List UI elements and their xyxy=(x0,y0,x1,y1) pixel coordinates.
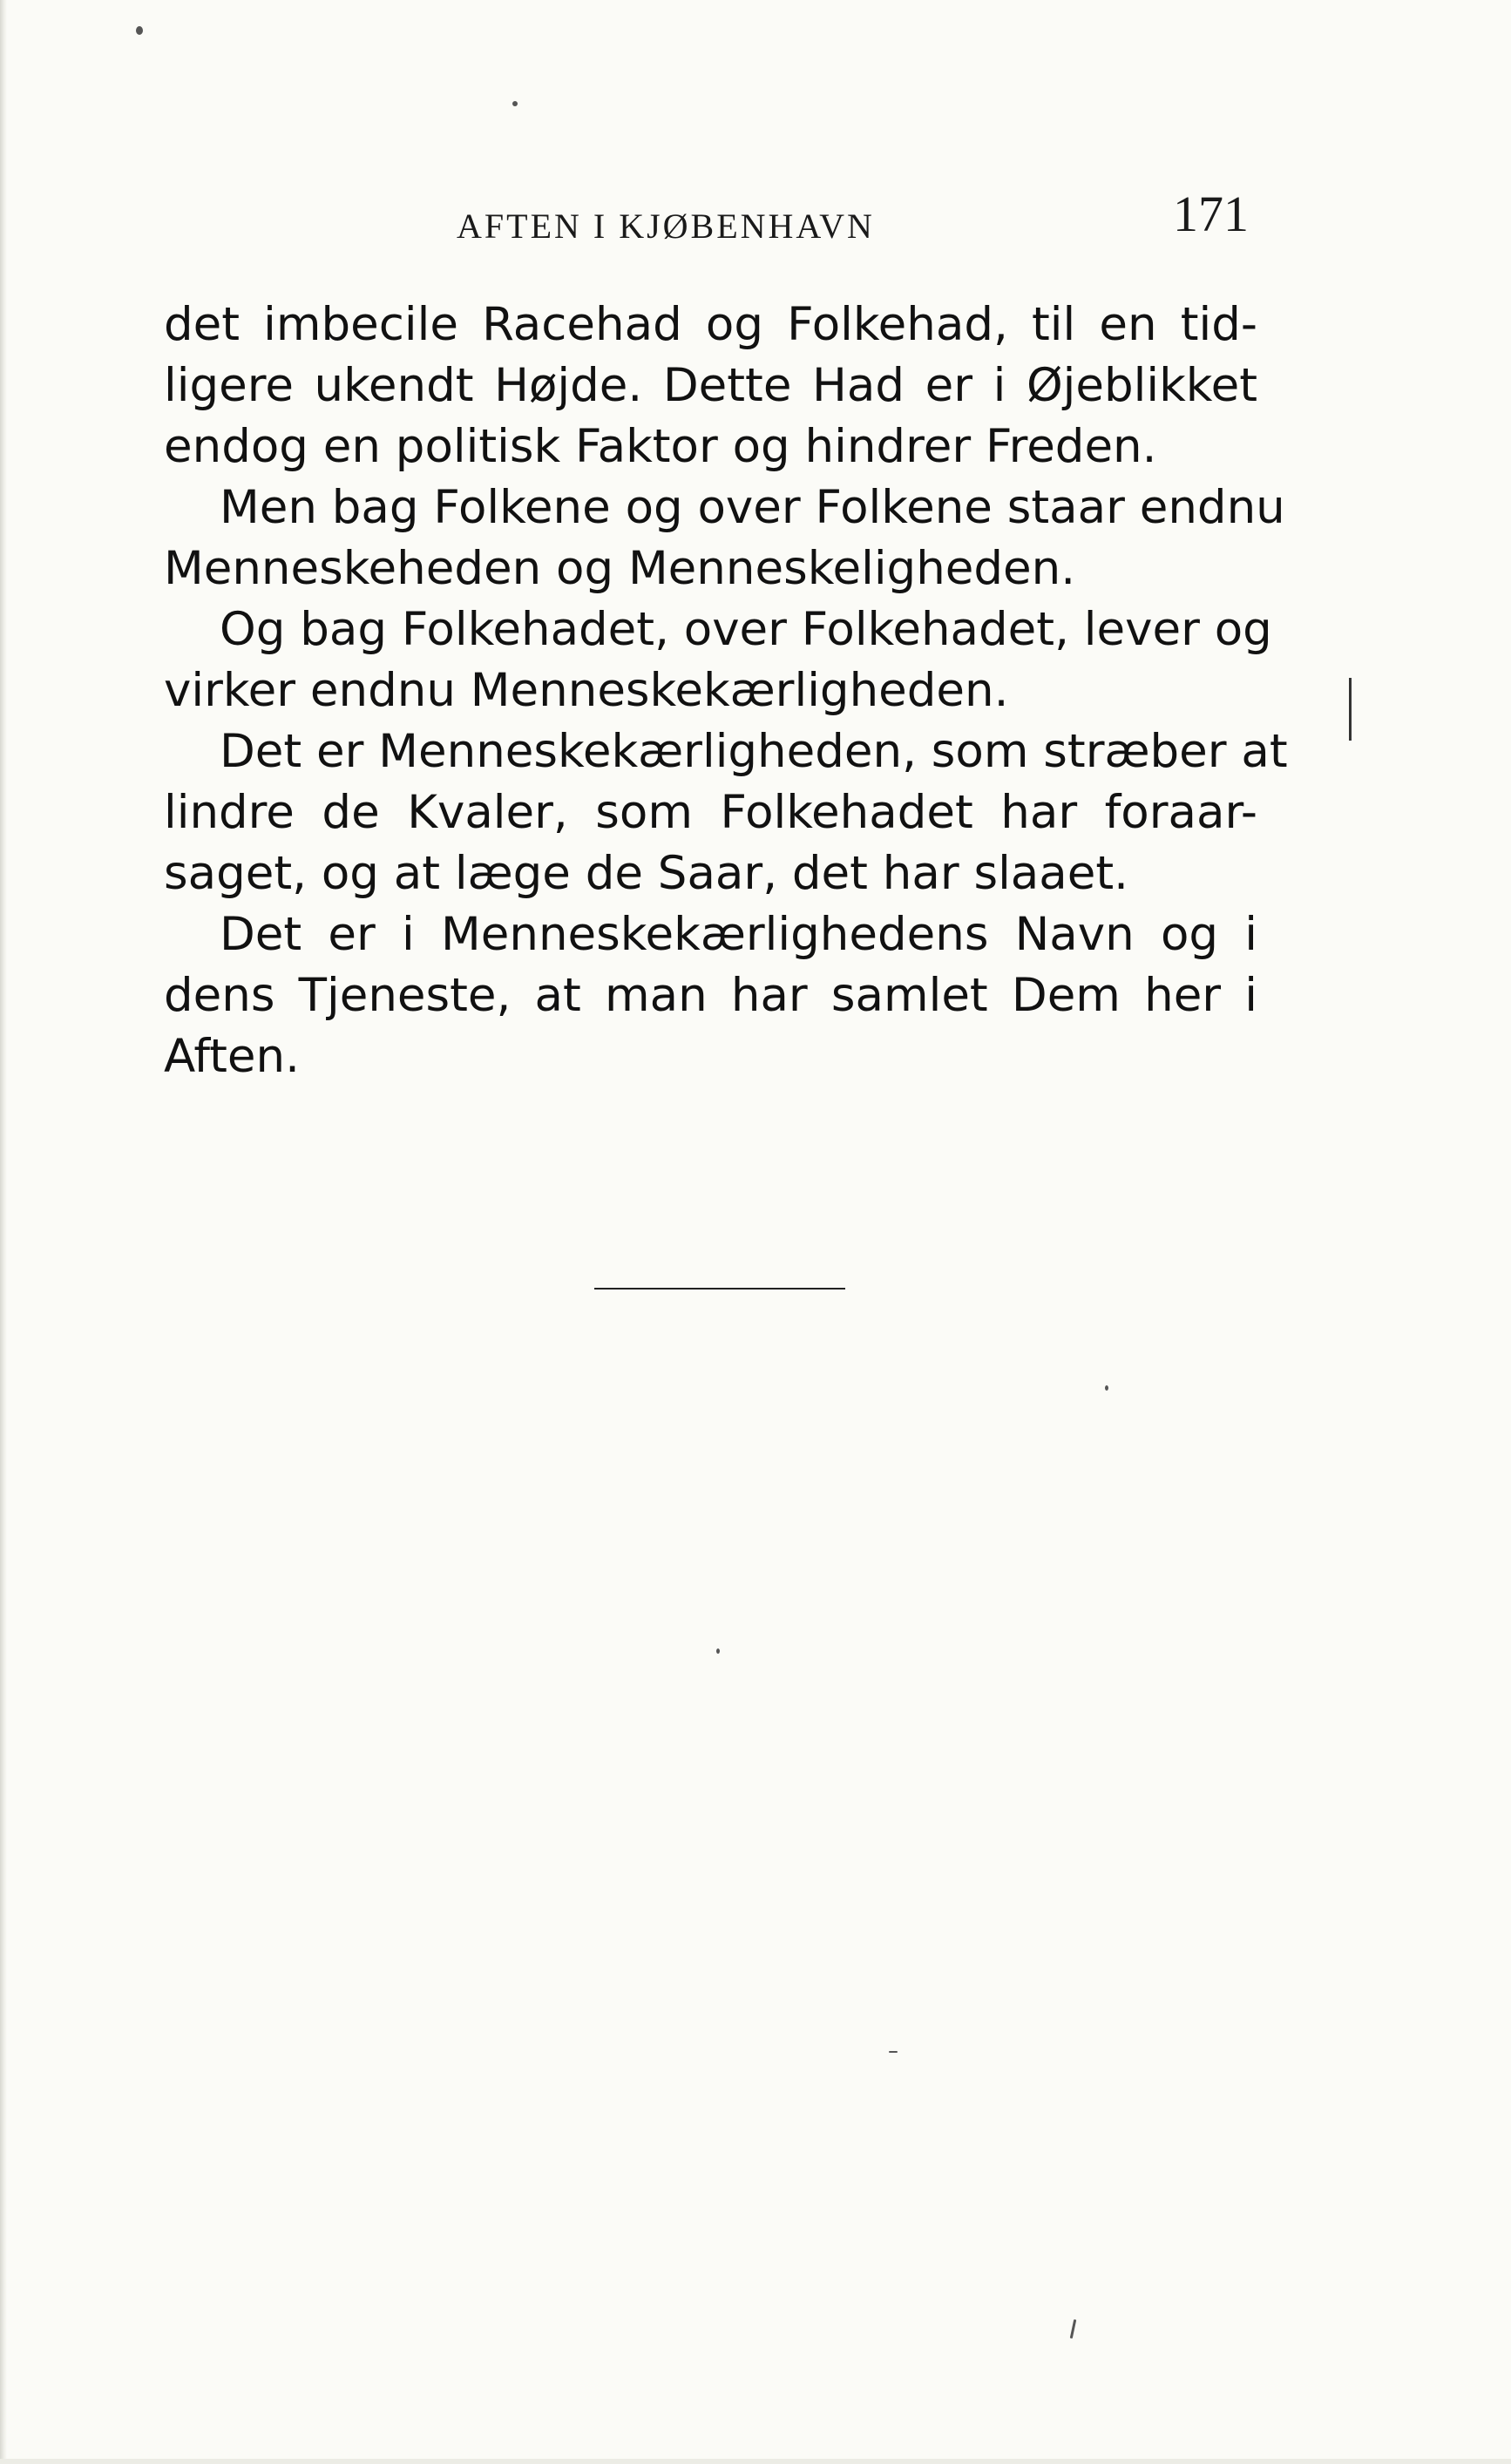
paper-speck xyxy=(889,2051,898,2053)
page-binding-edge xyxy=(0,0,7,2464)
paper-speck xyxy=(1105,1385,1108,1391)
paper-speck xyxy=(1070,2319,1077,2339)
text-line-5: Menneskeheden og Menneskeligheden. xyxy=(164,542,1076,595)
text-line-9: lindre de Kvaler, som Folkehadet har foraar- xyxy=(164,786,1257,839)
text-line-3: endog en politisk Faktor og hindrer Freden. xyxy=(164,420,1157,473)
text-line-1: det imbecile Racehad og Folkehad, til en tid- xyxy=(164,298,1257,351)
page-number: 171 xyxy=(1173,186,1249,242)
text-line-2: ligere ukendt Højde. Dette Had er i Øjeblikket xyxy=(164,359,1257,412)
running-head: AFTEN I KJØBENHAVN xyxy=(457,206,875,246)
paper-speck xyxy=(136,26,143,35)
page-bottom-edge xyxy=(0,2459,1511,2464)
page-header xyxy=(457,185,1328,254)
margin-mark xyxy=(1349,678,1352,741)
text-line-13: Aften. xyxy=(164,1030,300,1083)
body-text xyxy=(164,294,1288,1087)
text-line-7: virker endnu Menneskekærligheden. xyxy=(164,664,1009,717)
section-end-rule xyxy=(594,1288,845,1290)
text-line-12: dens Tjeneste, at man har samlet Dem her i xyxy=(164,969,1257,1022)
paper-speck xyxy=(512,101,518,106)
text-line-10: saget, og at læge de Saar, det har slaaet. xyxy=(164,847,1128,900)
text-line-11: Det er i Menneskekærlighedens Navn og i xyxy=(220,908,1257,961)
paper-speck xyxy=(716,1648,720,1654)
text-line-4: Men bag Folkene og over Folkene staar endnu xyxy=(220,481,1285,534)
text-line-6: Og bag Folkehadet, over Folkehadet, lever og xyxy=(220,603,1272,656)
text-line-8: Det er Menneskekærligheden, som stræber at xyxy=(220,725,1288,778)
